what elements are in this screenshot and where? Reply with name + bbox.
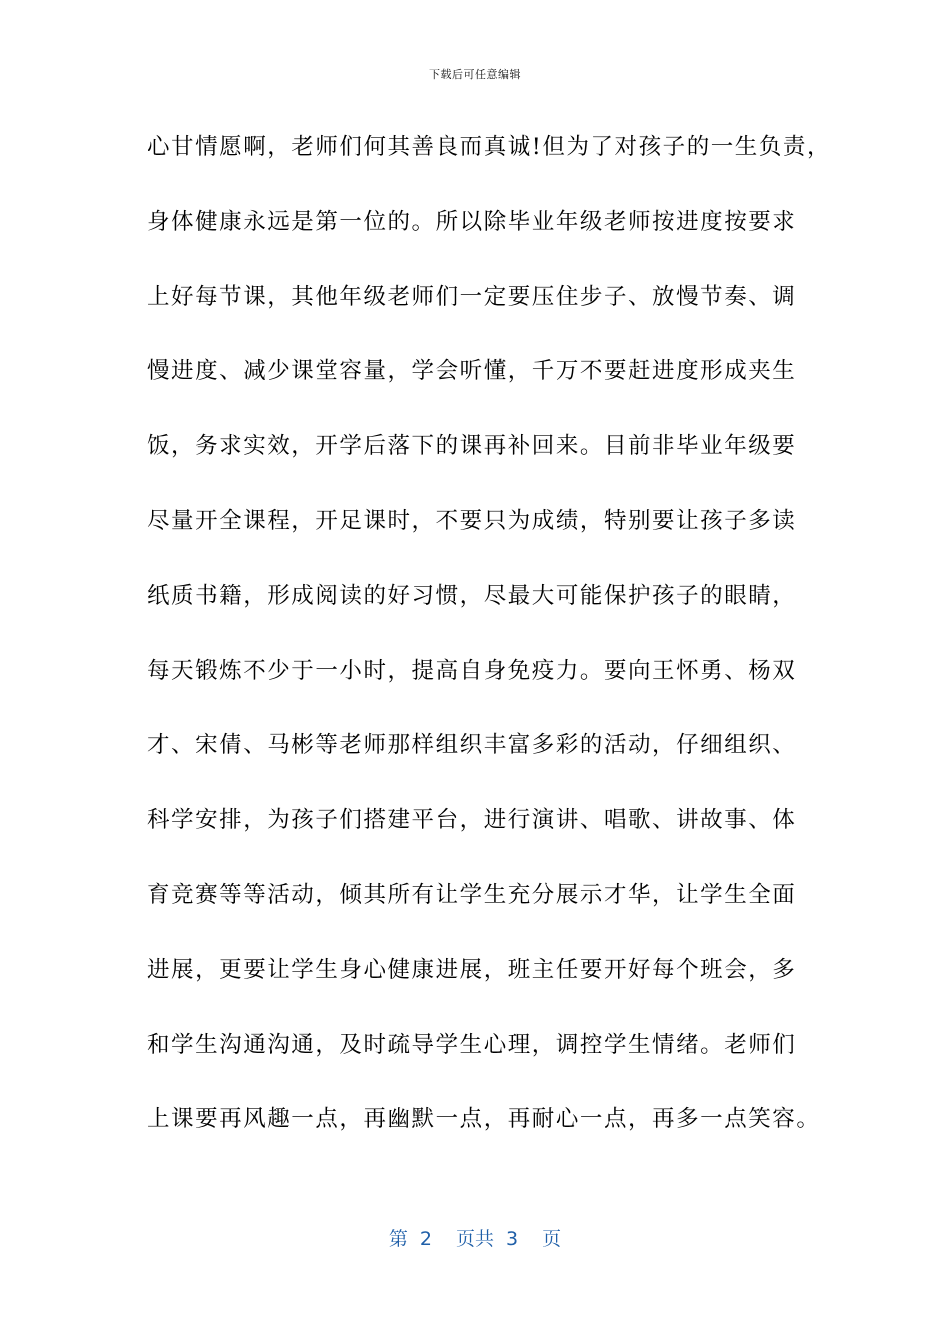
footer-prefix: 第: [388, 1228, 408, 1250]
text-line: 慢进度、减少课堂容量，学会听懂，千万不要赶进度形成夹生: [147, 358, 797, 385]
total-pages-number: 3: [506, 1228, 519, 1250]
text-line: 饭，务求实效，开学后落下的课再补回来。目前非毕业年级要: [147, 433, 797, 460]
text-line: 尽量开全课程，开足课时，不要只为成绩，特别要让孩子多读: [147, 507, 797, 534]
text-line: 上好每节课，其他年级老师们一定要压住步子、放慢节奏、调: [147, 283, 797, 310]
text-line: 和学生沟通沟通，及时疏导学生心理，调控学生情绪。老师们: [147, 1031, 797, 1058]
text-line: 进展，更要让学生身心健康进展，班主任要开好每个班会，多: [147, 956, 797, 983]
body-paragraph: [147, 122, 837, 1169]
text-line: 每天锻炼不少于一小时，提高自身免疫力。要向王怀勇、杨双: [147, 657, 797, 684]
page-header: 下载后可任意编辑: [429, 68, 521, 81]
text-line: 心甘情愿啊，老师们何其善良而真诚!但为了对孩子的一生负责，: [147, 134, 831, 160]
text-line: 才、宋倩、马彬等老师那样组织丰富多彩的活动，仔细组织、: [147, 732, 797, 759]
page-footer: [0, 1226, 950, 1252]
footer-middle: 页共: [455, 1228, 494, 1250]
footer-suffix: 页: [542, 1228, 562, 1250]
text-line: 育竞赛等等活动，倾其所有让学生充分展示才华，让学生全面: [147, 881, 797, 908]
text-line: 上课要再风趣一点，再幽默一点，再耐心一点，再多一点笑容。: [147, 1106, 821, 1133]
current-page-number: 2: [419, 1228, 432, 1250]
text-line: 科学安排，为孩子们搭建平台，进行演讲、唱歌、讲故事、体: [147, 807, 797, 834]
text-line: 身体健康永远是第一位的。所以除毕业年级老师按进度按要求: [147, 208, 797, 235]
text-line: 纸质书籍，形成阅读的好习惯，尽最大可能保护孩子的眼睛，: [147, 582, 797, 609]
